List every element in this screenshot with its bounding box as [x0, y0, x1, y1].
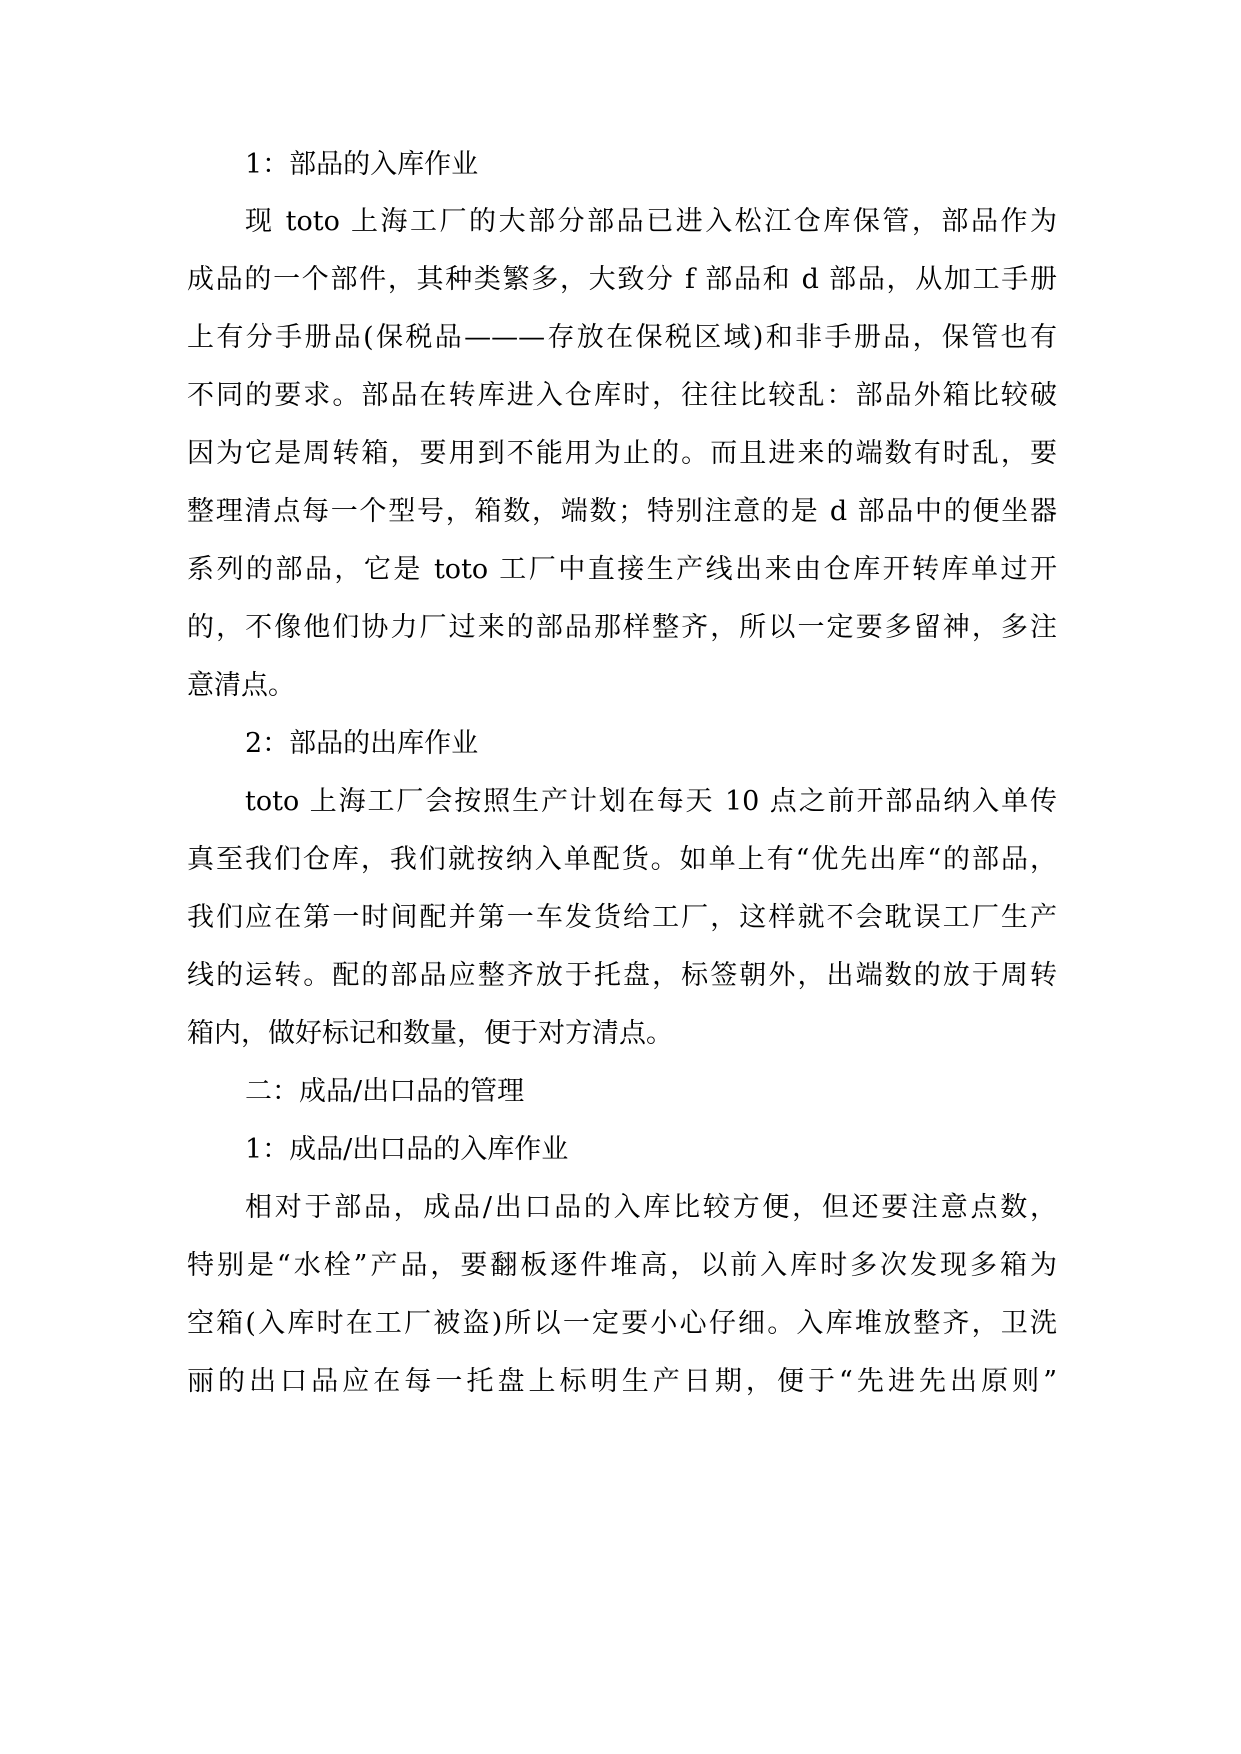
section-heading: 二：成品/出口品的管理	[245, 1076, 525, 1107]
section-heading: 1：成品/出口品的入库作业	[245, 1134, 569, 1165]
paragraph-line: 线的运转。配的部品应整齐放于托盘，标签朝外，出端数的放于周转	[187, 960, 1057, 991]
paragraph-line: toto 上海工厂会按照生产计划在每天 10 点之前开部品纳入单传	[245, 786, 1057, 817]
paragraph-line: 系列的部品，它是 toto 工厂中直接生产线出来由仓库开转库单过开	[187, 554, 1057, 585]
paragraph-line: 我们应在第一时间配并第一车发货给工厂，这样就不会耽误工厂生产	[187, 902, 1057, 933]
paragraph-line: 成品的一个部件，其种类繁多，大致分 f 部品和 d 部品，从加工手册	[187, 264, 1057, 295]
paragraph-line: 空箱(入库时在工厂被盗)所以一定要小心仔细。入库堆放整齐，卫洗	[187, 1308, 1057, 1339]
paragraph-line: 因为它是周转箱，要用到不能用为止的。而且进来的端数有时乱，要	[187, 438, 1057, 469]
paragraph-line: 箱内，做好标记和数量，便于对方清点。	[187, 1018, 673, 1049]
section-heading: 1：部品的入库作业	[245, 149, 479, 180]
paragraph-line: 不同的要求。部品在转库进入仓库时，往往比较乱：部品外箱比较破	[187, 380, 1057, 411]
paragraph-line: 现 toto 上海工厂的大部分部品已进入松江仓库保管，部品作为	[245, 206, 1057, 237]
paragraph-line: 真至我们仓库，我们就按纳入单配货。如单上有“优先出库“的部品，	[187, 844, 1057, 875]
paragraph-line: 上有分手册品(保税品———存放在保税区域)和非手册品，保管也有	[187, 322, 1057, 353]
paragraph-line: 相对于部品，成品/出口品的入库比较方便，但还要注意点数，	[245, 1192, 1057, 1223]
paragraph-line: 丽的出口品应在每一托盘上标明生产日期，便于“先进先出原则”	[187, 1366, 1057, 1397]
paragraph-line: 的，不像他们协力厂过来的部品那样整齐，所以一定要多留神，多注	[187, 612, 1057, 643]
paragraph-line: 整理清点每一个型号，箱数，端数；特别注意的是 d 部品中的便坐器	[187, 496, 1057, 527]
section-heading: 2：部品的出库作业	[245, 728, 479, 759]
paragraph-line: 意清点。	[187, 670, 295, 701]
paragraph-line: 特别是“水栓”产品，要翻板逐件堆高，以前入库时多次发现多箱为	[187, 1250, 1057, 1281]
